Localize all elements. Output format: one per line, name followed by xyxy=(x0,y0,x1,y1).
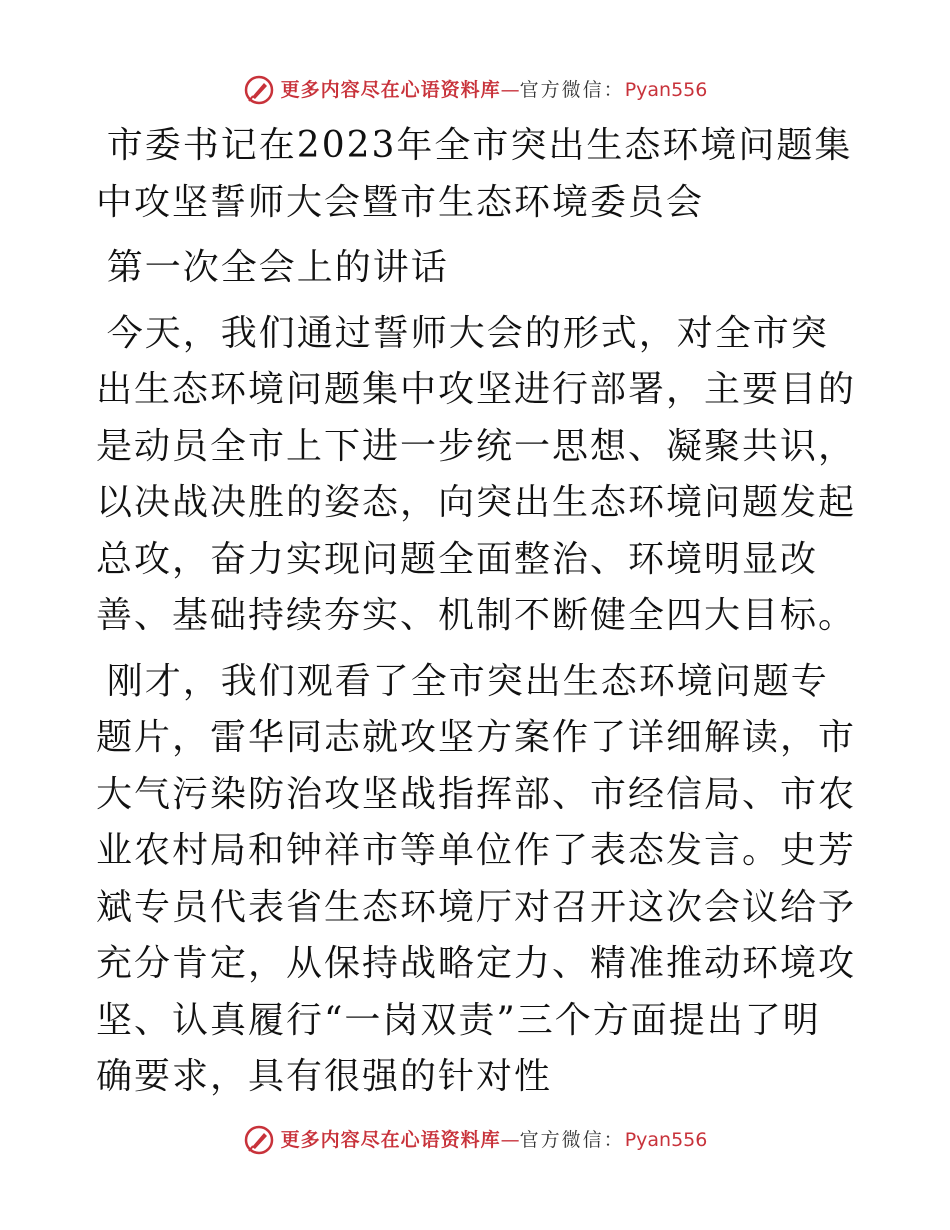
watermark-brand: 更多内容尽在心语资料库 xyxy=(280,79,501,101)
watermark-wechat-id: Pyan556 xyxy=(624,1129,708,1151)
watermark-separator: — xyxy=(500,79,520,101)
quill-seal-icon xyxy=(243,74,275,106)
footer-watermark xyxy=(0,1120,950,1160)
quill-seal-icon xyxy=(243,1124,275,1156)
document-body xyxy=(96,118,856,1106)
watermark-wechat-id: Pyan556 xyxy=(624,79,708,101)
watermark-brand: 更多内容尽在心语资料库 xyxy=(280,1129,501,1151)
header-watermark xyxy=(0,70,950,110)
paragraph-review: 刚才，我们观看了全市突出生态环境问题专题片，雷华同志就攻坚方案作了详细解读，市大气污染防治攻坚战指挥部、市经信局、市农业农村局和钟祥市等单位作了表态发言。史芳斌专员代表省生态环境厅对召开这次会议给予充分肯定，从保持战略定力、精准推动环境攻坚、认真履行“一岗双责”三个方面提出了明确要求，具有很强的针对性 xyxy=(96,660,857,1097)
document-title: 市委书记在2023年全市突出生态环境问题集中攻坚誓师大会暨市生态环境委员会 xyxy=(96,125,853,223)
document-subtitle: 第一次全会上的讲话 xyxy=(106,247,449,288)
watermark-separator: — xyxy=(500,1129,520,1151)
watermark-official-label: 官方微信： xyxy=(519,79,625,101)
paragraph-intro: 今天，我们通过誓师大会的形式，对全市突出生态环境问题集中攻坚进行部署，主要目的是动员全市上下进一步统一思想、凝聚共识，以决战决胜的姿态，向突出生态环境问题发起总攻，奋力实现问题全面整治、环境明显改善、基础持续夯实、机制不断健全四大目标。 xyxy=(96,312,857,636)
watermark-official-label: 官方微信： xyxy=(519,1129,625,1151)
